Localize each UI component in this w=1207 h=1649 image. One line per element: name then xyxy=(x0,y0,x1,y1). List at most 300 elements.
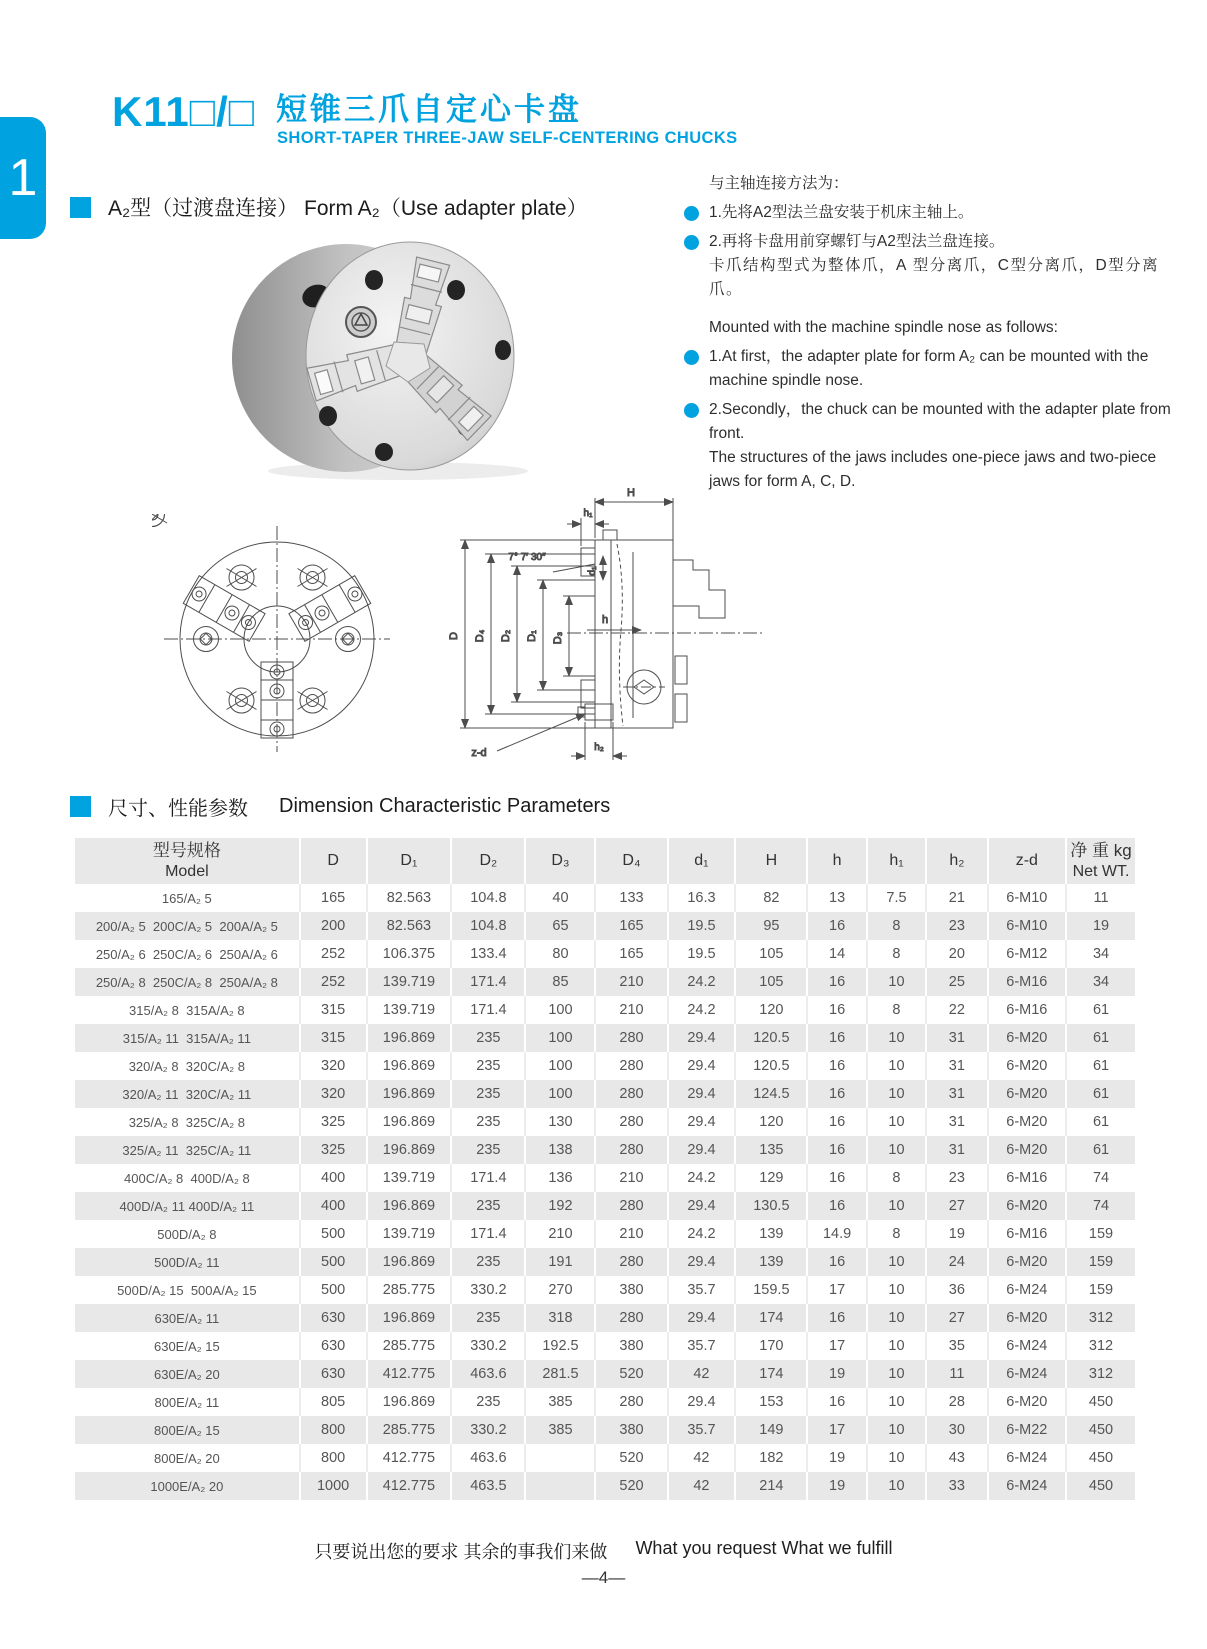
value-cell: 24.2 xyxy=(668,996,736,1024)
value-cell: 139.719 xyxy=(367,968,452,996)
value-cell: 24.2 xyxy=(668,1164,736,1192)
value-cell: 285.775 xyxy=(367,1276,452,1304)
value-cell: 10 xyxy=(867,1472,926,1500)
model-cell: 1000E/A₂ 20 xyxy=(75,1472,300,1500)
value-cell: 19.5 xyxy=(668,940,736,968)
bullet-icon xyxy=(684,235,699,250)
value-cell: 61 xyxy=(1066,1052,1135,1080)
table-row xyxy=(75,1220,1135,1248)
table-row xyxy=(75,1164,1135,1192)
notes-en-item-1-text: 1.At first，the adapter plate for form A₂ can be mounted with the machine spindle nose. xyxy=(709,348,1149,390)
value-cell: 450 xyxy=(1066,1388,1135,1416)
value-cell: 40 xyxy=(525,884,595,912)
value-cell: 8 xyxy=(867,940,926,968)
dim-label-angle: 7° 7′ 30″ xyxy=(508,552,546,563)
value-cell: 16 xyxy=(807,1052,866,1080)
value-cell: 8 xyxy=(867,912,926,940)
value-cell: 7.5 xyxy=(867,884,926,912)
value-cell: 191 xyxy=(525,1248,595,1276)
value-cell: 133 xyxy=(595,884,667,912)
value-cell: 280 xyxy=(595,1192,667,1220)
value-cell: 34 xyxy=(1066,968,1135,996)
value-cell: 171.4 xyxy=(451,996,525,1024)
value-cell: 6-M20 xyxy=(988,1304,1066,1332)
value-cell: 330.2 xyxy=(451,1276,525,1304)
product-model-code: K11□/□ xyxy=(112,88,256,135)
model-cell: 800E/A₂ 20 xyxy=(75,1444,300,1472)
value-cell: 105 xyxy=(735,968,807,996)
value-cell: 16 xyxy=(807,1108,866,1136)
value-cell: 85 xyxy=(525,968,595,996)
value-cell: 10 xyxy=(867,1360,926,1388)
value-cell: 74 xyxy=(1066,1164,1135,1192)
bullet-icon xyxy=(684,350,699,365)
value-cell: 235 xyxy=(451,1108,525,1136)
model-cell: 800E/A₂ 11 xyxy=(75,1388,300,1416)
section-bullet-icon xyxy=(70,197,91,218)
value-cell: 10 xyxy=(867,1080,926,1108)
value-cell: 21 xyxy=(926,884,987,912)
value-cell: 330.2 xyxy=(451,1416,525,1444)
value-cell: 19 xyxy=(1066,912,1135,940)
value-cell: 200 xyxy=(300,912,367,940)
value-cell: 120 xyxy=(735,1108,807,1136)
chuck-photo xyxy=(198,230,570,486)
column-header: 型号规格 Model xyxy=(75,838,300,884)
column-header: D₃ xyxy=(525,838,595,884)
notes-zh-item-2-text: 2.再将卡盘用前穿螺钉与A2型法兰盘连接。 xyxy=(709,233,1005,251)
value-cell: 8 xyxy=(867,1220,926,1248)
value-cell: 27 xyxy=(926,1192,987,1220)
value-cell: 14 xyxy=(807,940,866,968)
dim-label-D3: D₃ xyxy=(552,631,564,645)
table-row xyxy=(75,1192,1135,1220)
value-cell: 10 xyxy=(867,1052,926,1080)
table-row xyxy=(75,1024,1135,1052)
dimension-table xyxy=(75,838,1135,1500)
value-cell: 61 xyxy=(1066,1080,1135,1108)
value-cell: 95 xyxy=(735,912,807,940)
value-cell: 29.4 xyxy=(668,1052,736,1080)
value-cell: 19 xyxy=(807,1360,866,1388)
value-cell: 6-M16 xyxy=(988,968,1066,996)
value-cell: 23 xyxy=(926,912,987,940)
value-cell: 210 xyxy=(595,1220,667,1248)
value-cell: 100 xyxy=(525,996,595,1024)
model-cell: 630E/A₂ 20 xyxy=(75,1360,300,1388)
value-cell: 17 xyxy=(807,1416,866,1444)
value-cell: 16 xyxy=(807,968,866,996)
value-cell: 35.7 xyxy=(668,1332,736,1360)
value-cell: 325 xyxy=(300,1108,367,1136)
value-cell: 630 xyxy=(300,1332,367,1360)
value-cell: 280 xyxy=(595,1388,667,1416)
column-header: D₄ xyxy=(595,838,667,884)
value-cell: 325 xyxy=(300,1136,367,1164)
value-cell: 61 xyxy=(1066,1024,1135,1052)
value-cell: 17 xyxy=(807,1332,866,1360)
value-cell: 106.375 xyxy=(367,940,452,968)
value-cell: 29.4 xyxy=(668,1192,736,1220)
value-cell: 320 xyxy=(300,1052,367,1080)
page-number: —4— xyxy=(581,1568,626,1587)
value-cell: 139.719 xyxy=(367,1220,452,1248)
value-cell: 16 xyxy=(807,1164,866,1192)
value-cell: 252 xyxy=(300,968,367,996)
model-cell: 500D/A₂ 8 xyxy=(75,1220,300,1248)
value-cell: 31 xyxy=(926,1108,987,1136)
value-cell: 318 xyxy=(525,1304,595,1332)
value-cell: 29.4 xyxy=(668,1388,736,1416)
value-cell: 35.7 xyxy=(668,1416,736,1444)
dims-label-en: Dimension Characteristic Parameters xyxy=(279,795,611,817)
model-cell: 250/A₂ 8 250C/A₂ 8 250A/A₂ 8 xyxy=(75,968,300,996)
value-cell: 36 xyxy=(926,1276,987,1304)
value-cell: 17 xyxy=(807,1276,866,1304)
value-cell: 23 xyxy=(926,1164,987,1192)
value-cell: 10 xyxy=(867,1108,926,1136)
value-cell: 6-M20 xyxy=(988,1052,1066,1080)
notes-en-tail: The structures of the jaws includes one-piece jaws and two-piece jaws for form A, C, D. xyxy=(709,449,1157,491)
dim-label-h1: h₁ xyxy=(583,508,593,519)
model-cell: 800E/A₂ 15 xyxy=(75,1416,300,1444)
value-cell: 10 xyxy=(867,1388,926,1416)
value-cell: 10 xyxy=(867,1192,926,1220)
value-cell: 6-M16 xyxy=(988,1220,1066,1248)
value-cell: 280 xyxy=(595,1108,667,1136)
value-cell: 630 xyxy=(300,1304,367,1332)
value-cell: 6-M20 xyxy=(988,1248,1066,1276)
table-row xyxy=(75,1360,1135,1388)
value-cell: 330.2 xyxy=(451,1332,525,1360)
value-cell: 16 xyxy=(807,1388,866,1416)
value-cell: 6-M16 xyxy=(988,1164,1066,1192)
table-row xyxy=(75,1472,1135,1500)
value-cell: 27 xyxy=(926,1304,987,1332)
value-cell: 35 xyxy=(926,1332,987,1360)
value-cell: 235 xyxy=(451,1248,525,1276)
value-cell: 174 xyxy=(735,1304,807,1332)
model-cell: 500D/A₂ 11 xyxy=(75,1248,300,1276)
value-cell: 412.775 xyxy=(367,1472,452,1500)
value-cell: 450 xyxy=(1066,1444,1135,1472)
value-cell: 33 xyxy=(926,1472,987,1500)
value-cell: 6-M20 xyxy=(988,1136,1066,1164)
value-cell: 42 xyxy=(668,1360,736,1388)
value-cell: 130 xyxy=(525,1108,595,1136)
value-cell: 138 xyxy=(525,1136,595,1164)
model-cell: 630E/A₂ 11 xyxy=(75,1304,300,1332)
table-row xyxy=(75,1052,1135,1080)
table-row xyxy=(75,940,1135,968)
model-cell: 165/A₂ 5 xyxy=(75,884,300,912)
value-cell: 235 xyxy=(451,1024,525,1052)
value-cell: 29.4 xyxy=(668,1304,736,1332)
value-cell: 16.3 xyxy=(668,884,736,912)
page-title-zh: 短锥三爪自定心卡盘 xyxy=(276,92,582,127)
value-cell: 74 xyxy=(1066,1192,1135,1220)
value-cell: 82.563 xyxy=(367,912,452,940)
value-cell: 210 xyxy=(595,968,667,996)
value-cell: 285.775 xyxy=(367,1332,452,1360)
value-cell: 24 xyxy=(926,1248,987,1276)
value-cell: 135 xyxy=(735,1136,807,1164)
value-cell: 170 xyxy=(735,1332,807,1360)
model-cell: 325/A₂ 8 325C/A₂ 8 xyxy=(75,1108,300,1136)
value-cell: 6-M10 xyxy=(988,884,1066,912)
value-cell: 10 xyxy=(867,1248,926,1276)
value-cell: 320 xyxy=(300,1080,367,1108)
value-cell: 450 xyxy=(1066,1416,1135,1444)
value-cell: 124.5 xyxy=(735,1080,807,1108)
value-cell: 61 xyxy=(1066,1108,1135,1136)
column-header: H xyxy=(735,838,807,884)
column-header: z-d xyxy=(988,838,1066,884)
value-cell: 139.719 xyxy=(367,996,452,1024)
footer-slogan-zh: 只要说出您的要求 其余的事我们来做 xyxy=(314,1542,608,1562)
value-cell: 192 xyxy=(525,1192,595,1220)
column-header: h xyxy=(807,838,866,884)
value-cell: 16 xyxy=(807,1248,866,1276)
dim-label-D1: D₁ xyxy=(526,630,538,642)
footer-slogan-en: What you request What we fulfill xyxy=(635,1538,893,1558)
value-cell: 16 xyxy=(807,1080,866,1108)
value-cell: 315 xyxy=(300,1024,367,1052)
value-cell: 280 xyxy=(595,1248,667,1276)
value-cell: 165 xyxy=(595,912,667,940)
value-cell: 210 xyxy=(595,996,667,1024)
value-cell: 171.4 xyxy=(451,968,525,996)
dim-label-D4: D₄ xyxy=(474,629,486,643)
value-cell: 385 xyxy=(525,1388,595,1416)
value-cell: 6-M24 xyxy=(988,1444,1066,1472)
table-header-row xyxy=(75,838,1135,884)
value-cell: 136 xyxy=(525,1164,595,1192)
notes-en-item-2-text: 2.Secondly，the chuck can be mounted with the adapter plate from front. xyxy=(709,401,1171,443)
value-cell: 10 xyxy=(867,1444,926,1472)
value-cell: 80 xyxy=(525,940,595,968)
value-cell: 30 xyxy=(926,1416,987,1444)
value-cell: 120.5 xyxy=(735,1024,807,1052)
notes-zh-item-1 xyxy=(684,201,1182,225)
page-title-en: SHORT-TAPER THREE-JAW SELF-CENTERING CHUCKS xyxy=(277,129,738,147)
model-cell: 315/A₂ 8 315A/A₂ 8 xyxy=(75,996,300,1024)
value-cell: 10 xyxy=(867,1276,926,1304)
value-cell: 312 xyxy=(1066,1304,1135,1332)
notes-zh-item-2 xyxy=(684,230,1182,254)
value-cell: 520 xyxy=(595,1360,667,1388)
dim-label-D2: D₂ xyxy=(500,629,512,643)
value-cell: 210 xyxy=(525,1220,595,1248)
value-cell: 380 xyxy=(595,1416,667,1444)
value-cell: 210 xyxy=(595,1164,667,1192)
value-cell: 11 xyxy=(926,1360,987,1388)
value-cell: 16 xyxy=(807,912,866,940)
value-cell: 270 xyxy=(525,1276,595,1304)
table-row xyxy=(75,996,1135,1024)
model-cell: 320/A₂ 11 320C/A₂ 11 xyxy=(75,1080,300,1108)
table-row xyxy=(75,912,1135,940)
value-cell: 1000 xyxy=(300,1472,367,1500)
value-cell: 19.5 xyxy=(668,912,736,940)
value-cell xyxy=(525,1472,595,1500)
model-cell: 200/A₂ 5 200C/A₂ 5 200A/A₂ 5 xyxy=(75,912,300,940)
value-cell: 159 xyxy=(1066,1276,1135,1304)
value-cell: 280 xyxy=(595,1052,667,1080)
value-cell: 10 xyxy=(867,1304,926,1332)
table-row xyxy=(75,1388,1135,1416)
value-cell: 805 xyxy=(300,1388,367,1416)
section-dimensions xyxy=(70,792,610,821)
value-cell: 500 xyxy=(300,1220,367,1248)
value-cell: 171.4 xyxy=(451,1220,525,1248)
value-cell: 165 xyxy=(300,884,367,912)
value-cell: 6-M20 xyxy=(988,1192,1066,1220)
value-cell: 280 xyxy=(595,1136,667,1164)
value-cell: 196.869 xyxy=(367,1304,452,1332)
value-cell: 31 xyxy=(926,1024,987,1052)
value-cell: 139 xyxy=(735,1248,807,1276)
value-cell: 800 xyxy=(300,1416,367,1444)
value-cell: 196.869 xyxy=(367,1052,452,1080)
value-cell: 29.4 xyxy=(668,1108,736,1136)
value-cell: 29.4 xyxy=(668,1080,736,1108)
value-cell: 16 xyxy=(807,1192,866,1220)
value-cell: 6-M20 xyxy=(988,1388,1066,1416)
section-form-a2-label: A₂型（过渡盘连接） Form A₂（Use adapter plate） xyxy=(108,197,588,220)
value-cell: 42 xyxy=(668,1444,736,1472)
chapter-tab xyxy=(0,117,46,239)
section-bullet-icon xyxy=(70,796,91,817)
table-row xyxy=(75,1108,1135,1136)
value-cell: 252 xyxy=(300,940,367,968)
value-cell: 196.869 xyxy=(367,1024,452,1052)
notes-en-item-1 xyxy=(684,345,1182,393)
value-cell: 31 xyxy=(926,1052,987,1080)
model-cell: 630E/A₂ 15 xyxy=(75,1332,300,1360)
column-header: d₁ xyxy=(668,838,736,884)
column-header: 净 重 kg Net WT. xyxy=(1066,838,1135,884)
value-cell: 139 xyxy=(735,1220,807,1248)
notes-zh-tail: 卡爪结构型式为整体爪，A 型分离爪，C型分离爪，D型分离爪。 xyxy=(709,257,1160,299)
value-cell: 450 xyxy=(1066,1472,1135,1500)
value-cell: 463.6 xyxy=(451,1360,525,1388)
value-cell: 280 xyxy=(595,1304,667,1332)
column-header: D₁ xyxy=(367,838,452,884)
value-cell: 165 xyxy=(595,940,667,968)
table-row xyxy=(75,1416,1135,1444)
value-cell: 6-M24 xyxy=(988,1472,1066,1500)
value-cell: 16 xyxy=(807,1136,866,1164)
value-cell: 159 xyxy=(1066,1248,1135,1276)
value-cell: 34 xyxy=(1066,940,1135,968)
value-cell: 281.5 xyxy=(525,1360,595,1388)
value-cell: 153 xyxy=(735,1388,807,1416)
value-cell: 380 xyxy=(595,1332,667,1360)
value-cell: 280 xyxy=(595,1024,667,1052)
value-cell: 285.775 xyxy=(367,1416,452,1444)
value-cell xyxy=(525,1444,595,1472)
value-cell: 16 xyxy=(807,1024,866,1052)
table-row xyxy=(75,884,1135,912)
table-row xyxy=(75,1332,1135,1360)
value-cell: 235 xyxy=(451,1052,525,1080)
table-row xyxy=(75,968,1135,996)
value-cell: 22 xyxy=(926,996,987,1024)
value-cell: 6-M20 xyxy=(988,1108,1066,1136)
value-cell: 159 xyxy=(1066,1220,1135,1248)
column-header: h₁ xyxy=(867,838,926,884)
value-cell: 20 xyxy=(926,940,987,968)
model-cell: 325/A₂ 11 325C/A₂ 11 xyxy=(75,1136,300,1164)
table-row xyxy=(75,1136,1135,1164)
model-cell: 400D/A₂ 11 400D/A₂ 11 xyxy=(75,1192,300,1220)
footer-slogan xyxy=(0,1538,1207,1564)
value-cell: 139.719 xyxy=(367,1164,452,1192)
model-cell: 315/A₂ 11 315A/A₂ 11 xyxy=(75,1024,300,1052)
value-cell: 10 xyxy=(867,1332,926,1360)
value-cell: 6-M24 xyxy=(988,1360,1066,1388)
value-cell: 16 xyxy=(807,1304,866,1332)
chapter-number: 1 xyxy=(8,149,38,207)
front-view-drawing xyxy=(152,514,402,764)
value-cell: 35.7 xyxy=(668,1276,736,1304)
value-cell: 196.869 xyxy=(367,1108,452,1136)
value-cell: 133.4 xyxy=(451,940,525,968)
value-cell: 10 xyxy=(867,1024,926,1052)
value-cell: 10 xyxy=(867,1136,926,1164)
value-cell: 6-M24 xyxy=(988,1332,1066,1360)
value-cell: 520 xyxy=(595,1472,667,1500)
value-cell: 196.869 xyxy=(367,1248,452,1276)
notes-en-item-2 xyxy=(684,398,1182,446)
value-cell: 214 xyxy=(735,1472,807,1500)
value-cell: 385 xyxy=(525,1416,595,1444)
dims-label-zh: 尺寸、性能参数 xyxy=(108,798,248,820)
value-cell: 500 xyxy=(300,1248,367,1276)
value-cell: 19 xyxy=(807,1444,866,1472)
mounting-notes xyxy=(684,172,1182,494)
value-cell: 500 xyxy=(300,1276,367,1304)
value-cell: 412.775 xyxy=(367,1360,452,1388)
value-cell: 6-M10 xyxy=(988,912,1066,940)
value-cell: 6-M20 xyxy=(988,1080,1066,1108)
value-cell: 19 xyxy=(926,1220,987,1248)
value-cell: 29.4 xyxy=(668,1024,736,1052)
value-cell: 42 xyxy=(668,1472,736,1500)
value-cell: 19 xyxy=(807,1472,866,1500)
model-cell: 400C/A₂ 8 400D/A₂ 8 xyxy=(75,1164,300,1192)
dim-label-zd: z-d xyxy=(471,747,487,759)
value-cell: 61 xyxy=(1066,1136,1135,1164)
dim-label-h: h xyxy=(601,614,609,626)
value-cell: 24.2 xyxy=(668,968,736,996)
value-cell: 100 xyxy=(525,1024,595,1052)
value-cell: 380 xyxy=(595,1276,667,1304)
value-cell: 235 xyxy=(451,1388,525,1416)
model-cell: 500D/A₂ 15 500A/A₂ 15 xyxy=(75,1276,300,1304)
column-header: D₂ xyxy=(451,838,525,884)
value-cell: 6-M16 xyxy=(988,996,1066,1024)
value-cell: 463.5 xyxy=(451,1472,525,1500)
value-cell: 65 xyxy=(525,912,595,940)
table-row xyxy=(75,1304,1135,1332)
value-cell: 174 xyxy=(735,1360,807,1388)
value-cell: 182 xyxy=(735,1444,807,1472)
value-cell: 159.5 xyxy=(735,1276,807,1304)
value-cell: 235 xyxy=(451,1136,525,1164)
notes-zh-item-1-text: 1.先将A2型法兰盘安装于机床主轴上。 xyxy=(709,204,974,222)
